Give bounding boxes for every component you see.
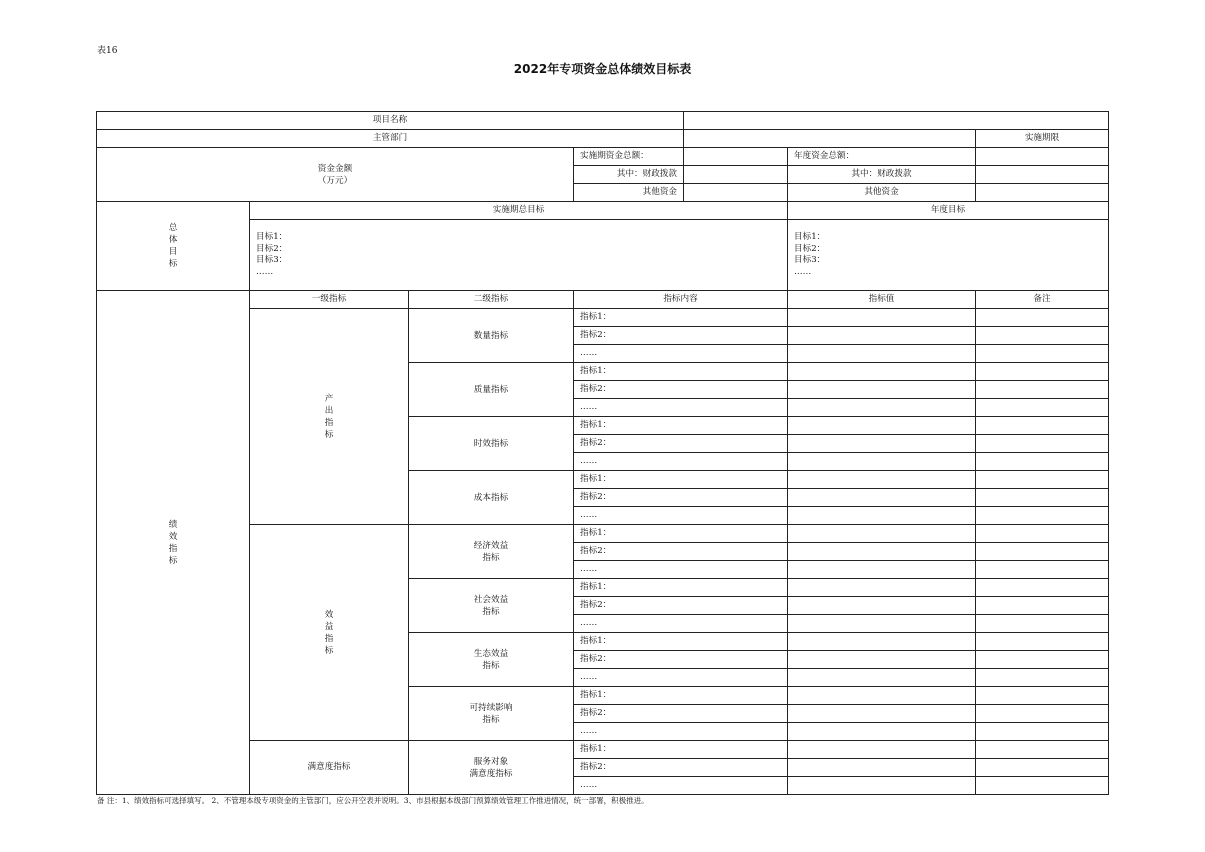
indicator-content-cell[interactable]: ……	[574, 345, 788, 363]
indicator-content-cell[interactable]: ……	[574, 399, 788, 417]
indicator-value-cell[interactable]	[788, 597, 976, 615]
indicator-content-cell[interactable]: ……	[574, 615, 788, 633]
indicator-content-cell[interactable]: 指标2：	[574, 705, 788, 723]
indicator-value-cell[interactable]	[788, 489, 976, 507]
indicators-side-label: 绩 效 指 标	[97, 291, 250, 795]
period-total-value[interactable]	[684, 148, 788, 166]
funds-amount-label: 资金金额 （万元）	[97, 148, 574, 202]
level1-benefit: 效 益 指 标	[250, 525, 409, 741]
overall-goal-side-label: 总 体 目 标	[97, 202, 250, 291]
content-header: 指标内容	[574, 291, 788, 309]
level1-header: 一级指标	[250, 291, 409, 309]
annual-fiscal-value[interactable]	[976, 166, 1109, 184]
indicator-remark-cell[interactable]	[976, 633, 1109, 651]
annual-goal-header: 年度目标	[788, 202, 1109, 220]
level2-output-1: 质量指标	[409, 363, 574, 417]
form-label: 表16	[97, 46, 118, 56]
indicator-value-cell[interactable]	[788, 687, 976, 705]
period-total-label: 实施期资金总额：	[574, 148, 684, 166]
indicator-value-cell[interactable]	[788, 705, 976, 723]
indicator-value-cell[interactable]	[788, 615, 976, 633]
indicator-content-cell[interactable]: ……	[574, 723, 788, 741]
indicator-content-cell[interactable]: 指标1：	[574, 741, 788, 759]
indicator-content-cell[interactable]: 指标1：	[574, 579, 788, 597]
indicator-value-cell[interactable]	[788, 399, 976, 417]
level2-output-3: 成本指标	[409, 471, 574, 525]
annual-other-label: 其他资金	[788, 184, 976, 202]
indicator-value-cell[interactable]	[788, 759, 976, 777]
annual-fiscal-label: 其中：财政拨款	[788, 166, 976, 184]
page-title: 2022年专项资金总体绩效目标表	[513, 62, 692, 76]
indicator-value-cell[interactable]	[788, 525, 976, 543]
period-goal-content[interactable]: 目标1： 目标2： 目标3： ……	[250, 220, 788, 291]
indicator-content-cell[interactable]: 指标2：	[574, 327, 788, 345]
indicator-remark-cell[interactable]	[976, 651, 1109, 669]
indicator-value-cell[interactable]	[788, 741, 976, 759]
indicator-content-cell[interactable]: ……	[574, 561, 788, 579]
indicator-value-cell[interactable]	[788, 723, 976, 741]
dept-value[interactable]	[684, 130, 976, 148]
level2-benefit-2: 生态效益 指标	[409, 633, 574, 687]
indicator-remark-cell[interactable]	[976, 777, 1109, 795]
indicator-remark-cell[interactable]	[976, 615, 1109, 633]
annual-goal-content[interactable]: 目标1： 目标2： 目标3： ……	[788, 220, 1109, 291]
annual-total-label: 年度资金总额：	[788, 148, 976, 166]
remark-header: 备注	[976, 291, 1109, 309]
indicator-value-cell[interactable]	[788, 561, 976, 579]
period-other-value[interactable]	[684, 184, 788, 202]
value-header: 指标值	[788, 291, 976, 309]
indicator-remark-cell[interactable]	[976, 705, 1109, 723]
indicator-remark-cell[interactable]	[976, 471, 1109, 489]
indicator-content-cell[interactable]: ……	[574, 507, 788, 525]
indicator-remark-cell[interactable]	[976, 579, 1109, 597]
indicator-content-cell[interactable]: 指标1：	[574, 309, 788, 327]
indicator-value-cell[interactable]	[788, 417, 976, 435]
indicator-value-cell[interactable]	[788, 363, 976, 381]
indicator-value-cell[interactable]	[788, 579, 976, 597]
project-name-label: 项目名称	[97, 112, 684, 130]
indicator-content-cell[interactable]: 指标1：	[574, 417, 788, 435]
indicator-remark-cell[interactable]	[976, 489, 1109, 507]
indicator-content-cell[interactable]: 指标1：	[574, 471, 788, 489]
indicator-remark-cell[interactable]	[976, 417, 1109, 435]
indicator-remark-cell[interactable]	[976, 741, 1109, 759]
level2-benefit-3: 可持续影响 指标	[409, 687, 574, 741]
indicator-value-cell[interactable]	[788, 309, 976, 327]
indicator-value-cell[interactable]	[788, 327, 976, 345]
period-goal-header: 实施期总目标	[250, 202, 788, 220]
indicator-remark-cell[interactable]	[976, 543, 1109, 561]
indicator-content-cell[interactable]: 指标2：	[574, 543, 788, 561]
indicator-remark-cell[interactable]	[976, 723, 1109, 741]
indicator-remark-cell[interactable]	[976, 345, 1109, 363]
performance-target-table	[96, 111, 1109, 795]
indicator-content-cell[interactable]: 指标1：	[574, 363, 788, 381]
indicator-value-cell[interactable]	[788, 777, 976, 795]
level2-header: 二级指标	[409, 291, 574, 309]
level2-benefit-1: 社会效益 指标	[409, 579, 574, 633]
level2-output-0: 数量指标	[409, 309, 574, 363]
project-name-value[interactable]	[684, 112, 1109, 130]
indicator-content-cell[interactable]: 指标2：	[574, 759, 788, 777]
indicator-value-cell[interactable]	[788, 381, 976, 399]
indicator-value-cell[interactable]	[788, 543, 976, 561]
indicator-content-cell[interactable]: 指标1：	[574, 687, 788, 705]
annual-other-value[interactable]	[976, 184, 1109, 202]
indicator-content-cell[interactable]: 指标2：	[574, 435, 788, 453]
indicator-content-cell[interactable]: 指标2：	[574, 597, 788, 615]
indicator-remark-cell[interactable]	[976, 453, 1109, 471]
indicator-remark-cell[interactable]	[976, 687, 1109, 705]
indicator-remark-cell[interactable]	[976, 327, 1109, 345]
period-fiscal-label: 其中：财政拨款	[574, 166, 684, 184]
indicator-value-cell[interactable]	[788, 669, 976, 687]
period-fiscal-value[interactable]	[684, 166, 788, 184]
level2-output-2: 时效指标	[409, 417, 574, 471]
level2-benefit-0: 经济效益 指标	[409, 525, 574, 579]
indicator-remark-cell[interactable]	[976, 309, 1109, 327]
indicator-content-cell[interactable]: 指标1：	[574, 525, 788, 543]
indicator-remark-cell[interactable]	[976, 561, 1109, 579]
indicator-remark-cell[interactable]	[976, 435, 1109, 453]
dept-label: 主管部门	[97, 130, 684, 148]
indicator-value-cell[interactable]	[788, 633, 976, 651]
indicator-remark-cell[interactable]	[976, 363, 1109, 381]
indicator-content-cell[interactable]: 指标1：	[574, 633, 788, 651]
level1-output: 产 出 指 标	[250, 309, 409, 525]
indicator-remark-cell[interactable]	[976, 669, 1109, 687]
indicator-content-cell[interactable]: 指标2：	[574, 489, 788, 507]
indicator-value-cell[interactable]	[788, 471, 976, 489]
indicator-value-cell[interactable]	[788, 453, 976, 471]
indicator-remark-cell[interactable]	[976, 759, 1109, 777]
indicator-remark-cell[interactable]	[976, 597, 1109, 615]
indicator-remark-cell[interactable]	[976, 507, 1109, 525]
period-label: 实施期限	[976, 130, 1109, 148]
level1-satisfaction: 满意度指标	[250, 741, 409, 795]
indicator-remark-cell[interactable]	[976, 399, 1109, 417]
indicator-value-cell[interactable]	[788, 435, 976, 453]
footnote: 备 注：1、绩效指标可选择填写。 2、不管理本级专项资金的主管部门，应公开空表并说明。3、市县根据本级部门预算绩效管理工作推进情况，统一部署，积极推进。	[97, 796, 649, 805]
indicator-remark-cell[interactable]	[976, 525, 1109, 543]
period-other-label: 其他资金	[574, 184, 684, 202]
indicator-content-cell[interactable]: ……	[574, 453, 788, 471]
indicator-value-cell[interactable]	[788, 651, 976, 669]
annual-total-value[interactable]	[976, 148, 1109, 166]
indicator-value-cell[interactable]	[788, 345, 976, 363]
indicator-remark-cell[interactable]	[976, 381, 1109, 399]
indicator-content-cell[interactable]: 指标2：	[574, 651, 788, 669]
indicator-content-cell[interactable]: 指标2：	[574, 381, 788, 399]
indicator-value-cell[interactable]	[788, 507, 976, 525]
level2-satisfaction-0: 服务对象 满意度指标	[409, 741, 574, 795]
indicator-content-cell[interactable]: ……	[574, 669, 788, 687]
indicator-content-cell[interactable]: ……	[574, 777, 788, 795]
